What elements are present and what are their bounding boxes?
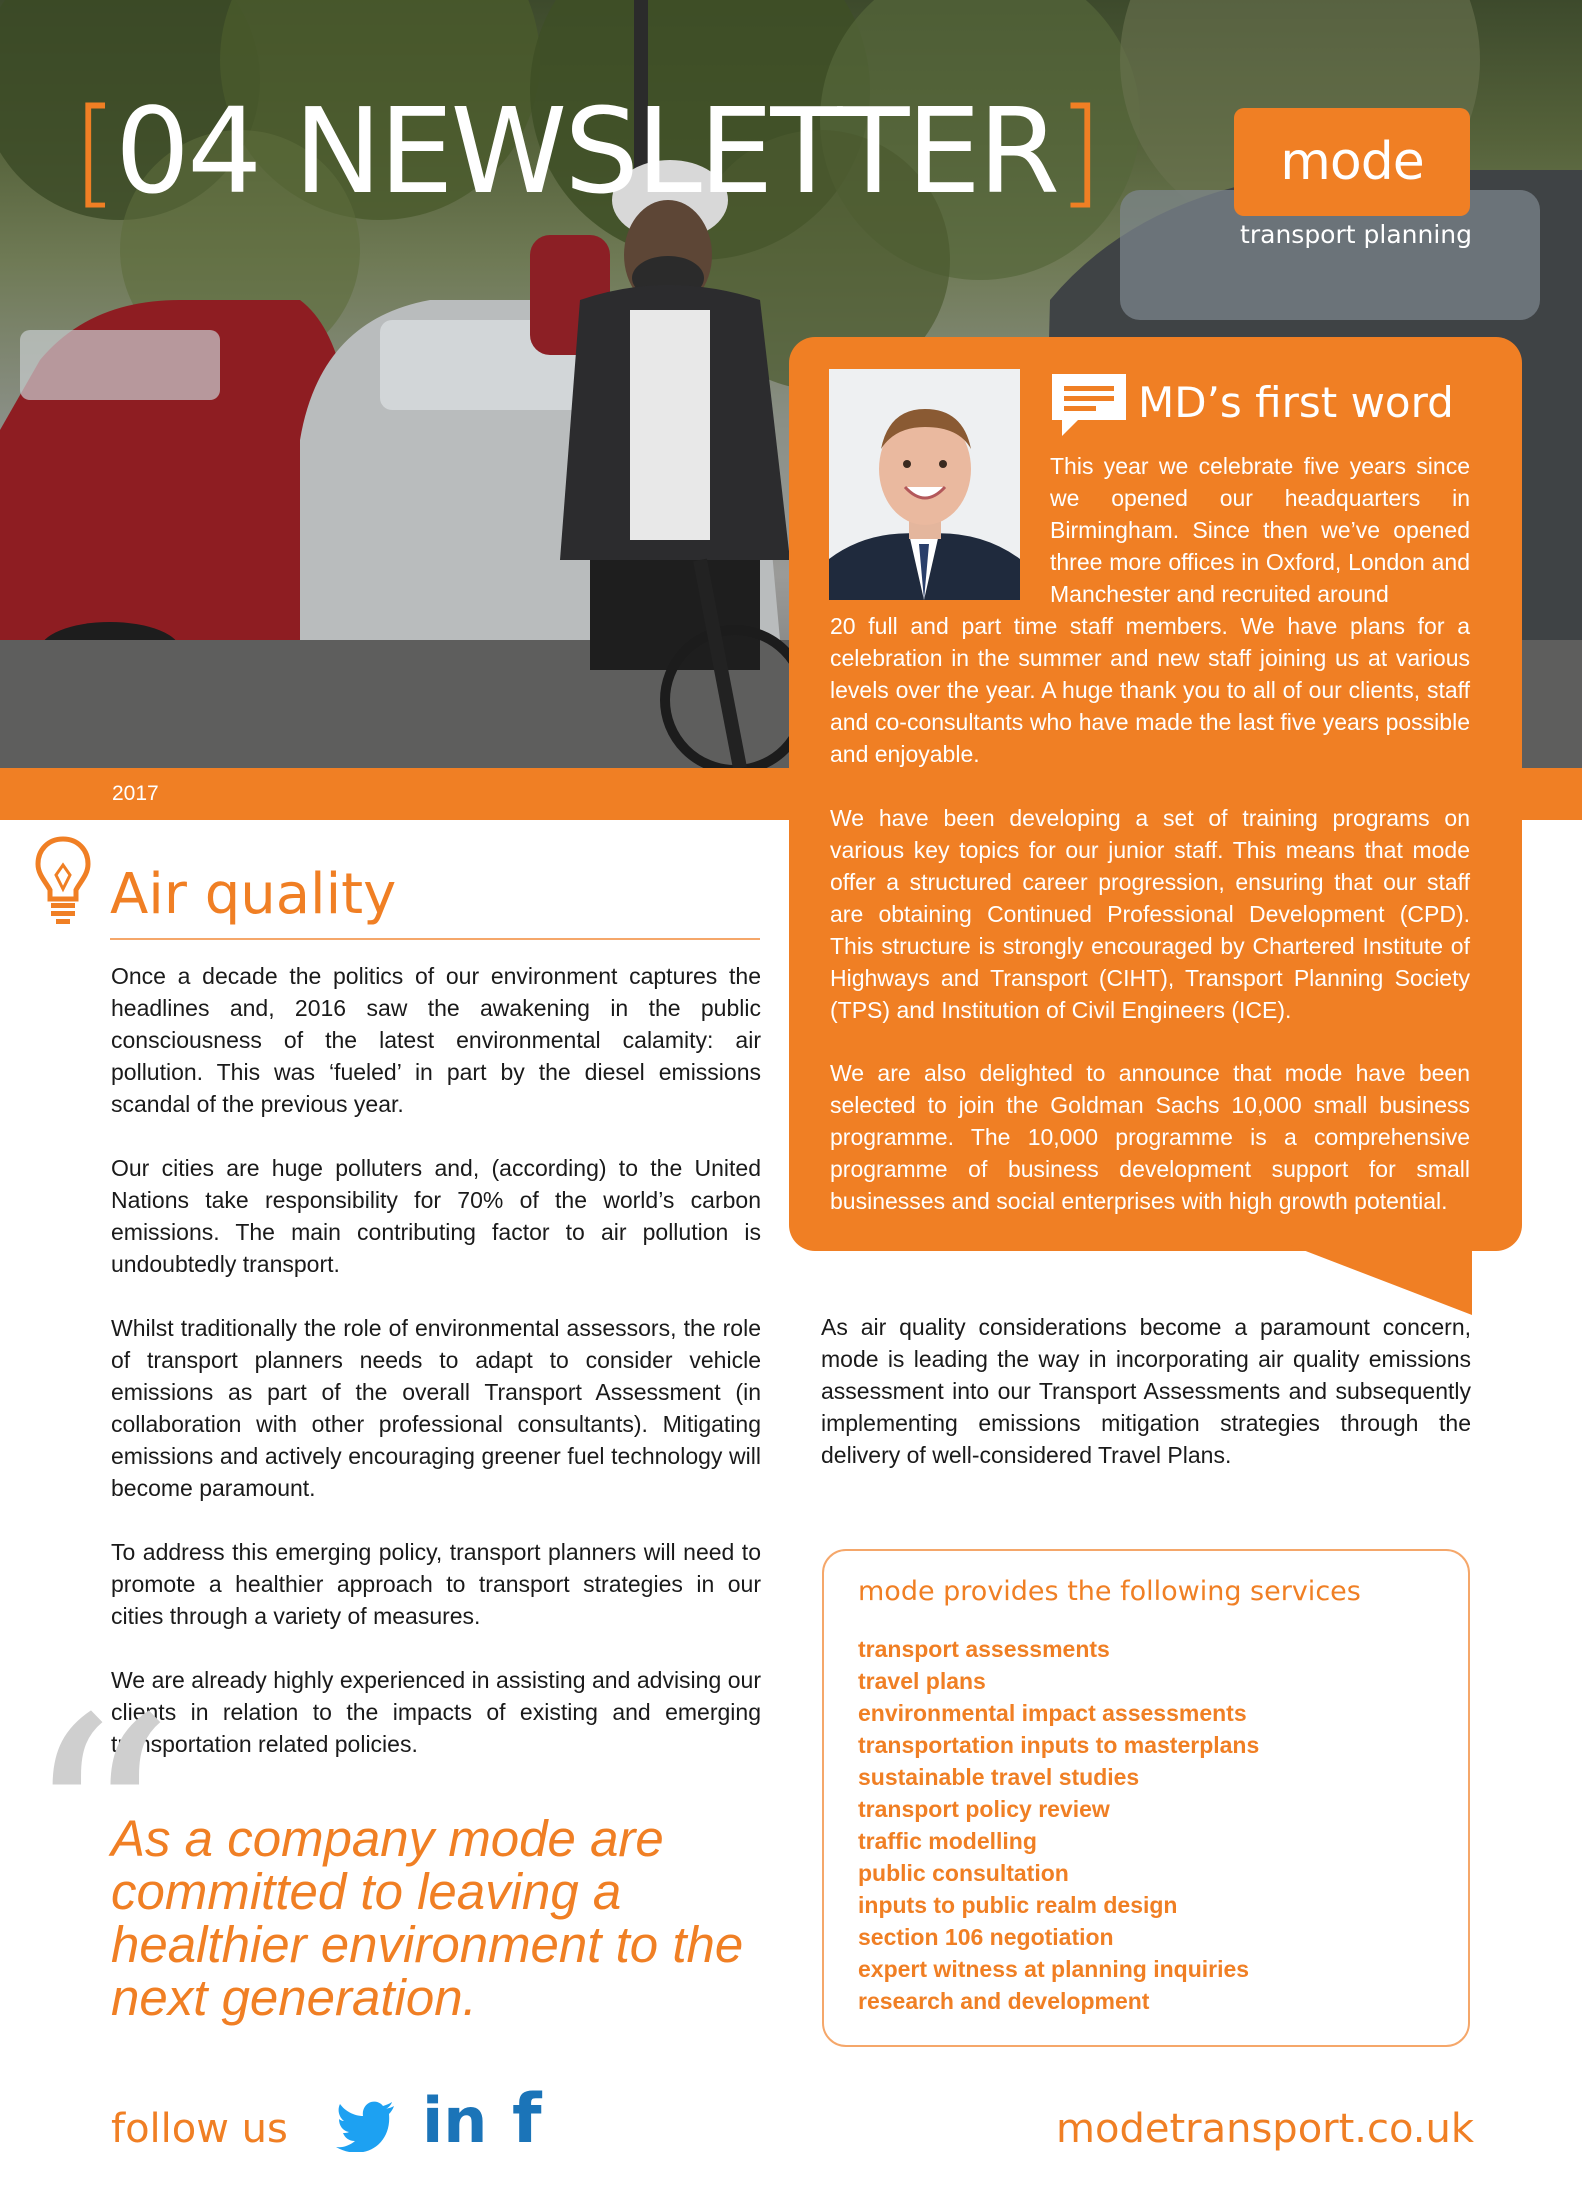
service-item: transport assessments — [858, 1636, 1110, 1662]
website-link[interactable]: modetransport.co.uk — [1056, 2106, 1474, 2152]
air-quality-title: Air quality — [110, 862, 397, 927]
bracket-close: ] — [1057, 82, 1101, 220]
md-paragraph-3: We are also delighted to announce that mode have been selected to join the Goldman Sachs 10,000 small business programme. The 10,000 programme is a comprehensive programme of business development support for small businesses and social enterprises with high growth potential. — [830, 1060, 1470, 1214]
quote-mark-icon: “ — [22, 1655, 176, 2004]
aq-paragraph-2: Our cities are huge polluters and, (according) to the United Nations take responsibility for 70% of the world’s carbon emissions. The main contributing factor to air pollution is undoubtedly transport. — [111, 1155, 761, 1277]
md-paragraph-1-rest: 20 full and part time staff members. We have plans for a celebration in the summer and new staff joining us at various levels over the year. A huge thank you to all of our clients, staff and co-consultants who have made the last five years possible and enjoyable. — [830, 613, 1470, 767]
md-paragraph-2: We have been developing a set of training programs on various key topics for our junior staff. This means that mode offer a structured career progression, ensuring that our staff are obtaining Continued Professional Development (CPD). This structure is strongly encouraged by Chartered Institute of Highways and Transport (CIHT), Transport Planning Society (TPS) and Institution of Civil Engineers (ICE). — [830, 805, 1470, 1023]
aq-paragraph-5: We are already highly experienced in assisting and advising our clients in relation to the impacts of existing and emerging transportation related policies. — [111, 1667, 761, 1757]
aq-right-column-text: As air quality considerations become a paramount concern, mode is leading the way in incorporating air quality emissions assessment into our Transport Assessments and subsequently implementing emissions mitigation strategies through the delivery of well-considered Travel Plans. — [821, 1314, 1471, 1468]
services-list — [858, 1633, 1259, 2017]
title-word: NEWSLETTER — [293, 82, 1058, 220]
aq-paragraph-4: To address this emerging policy, transport planners will need to promote a healthier approach to transport strategies in our cities through a variety of measures. — [111, 1539, 761, 1629]
aq-paragraph-1: Once a decade the politics of our environment captures the headlines and, 2016 saw the awakening in the public consciousness of the latest environmental calamity: air pollution. This was ‘fueled’ in part by the diesel emissions scandal of the previous year. — [111, 963, 761, 1117]
logo-tagline: transport planning — [1240, 220, 1472, 249]
service-item: traffic modelling — [858, 1828, 1037, 1854]
follow-us-label: follow us — [111, 2106, 288, 2152]
speech-bubble-tail — [1290, 1245, 1472, 1315]
service-item: research and development — [858, 1988, 1150, 2014]
facebook-icon[interactable]: f — [512, 2080, 542, 2159]
pull-quote: As a company mode are committed to leaving a healthier environment to the next generation. — [111, 1810, 744, 2026]
twitter-icon[interactable] — [336, 2100, 396, 2152]
air-quality-body — [111, 960, 761, 1792]
newsletter-title — [72, 82, 1101, 220]
bracket-open: [ — [72, 82, 116, 220]
aq-paragraph-3: Whilst traditionally the role of environmental assessors, the role of transport planners needs to adapt to consider vehicle emissions as part of the overall Transport Assessment (in collaboration with other professional consultants). Mitigating emissions and actively encouraging greener fuel technology will become paramount. — [111, 1315, 761, 1501]
services-title: mode provides the following services — [858, 1576, 1361, 1607]
md-section-title: MD’s first word — [1138, 378, 1454, 427]
linkedin-icon[interactable]: in — [422, 2084, 488, 2157]
portrait-illustration — [829, 369, 1020, 600]
mode-logo[interactable]: mode — [1234, 108, 1470, 216]
service-item: sustainable travel studies — [858, 1764, 1140, 1790]
speech-bubble-icon — [1052, 374, 1126, 438]
service-item: travel plans — [858, 1668, 986, 1694]
service-item: public consultation — [858, 1860, 1069, 1886]
lightbulb-icon — [34, 835, 92, 927]
service-item: inputs to public realm design — [858, 1892, 1178, 1918]
title-underline — [110, 938, 760, 940]
service-item: expert witness at planning inquiries — [858, 1956, 1250, 1982]
issue-number: 04 — [115, 82, 260, 220]
md-portrait-photo — [829, 369, 1020, 600]
service-item: transportation inputs to masterplans — [858, 1732, 1260, 1758]
service-item: section 106 negotiation — [858, 1924, 1114, 1950]
service-item: transport policy review — [858, 1796, 1110, 1822]
service-item: environmental impact assessments — [858, 1700, 1247, 1726]
issue-year: 2017 — [112, 782, 159, 805]
md-paragraph-1-top: This year we celebrate five years since we opened our headquarters in Birmingham. Since then we’ve opened three more offices in Oxford, London and Manchester and recruited around — [1050, 453, 1470, 607]
